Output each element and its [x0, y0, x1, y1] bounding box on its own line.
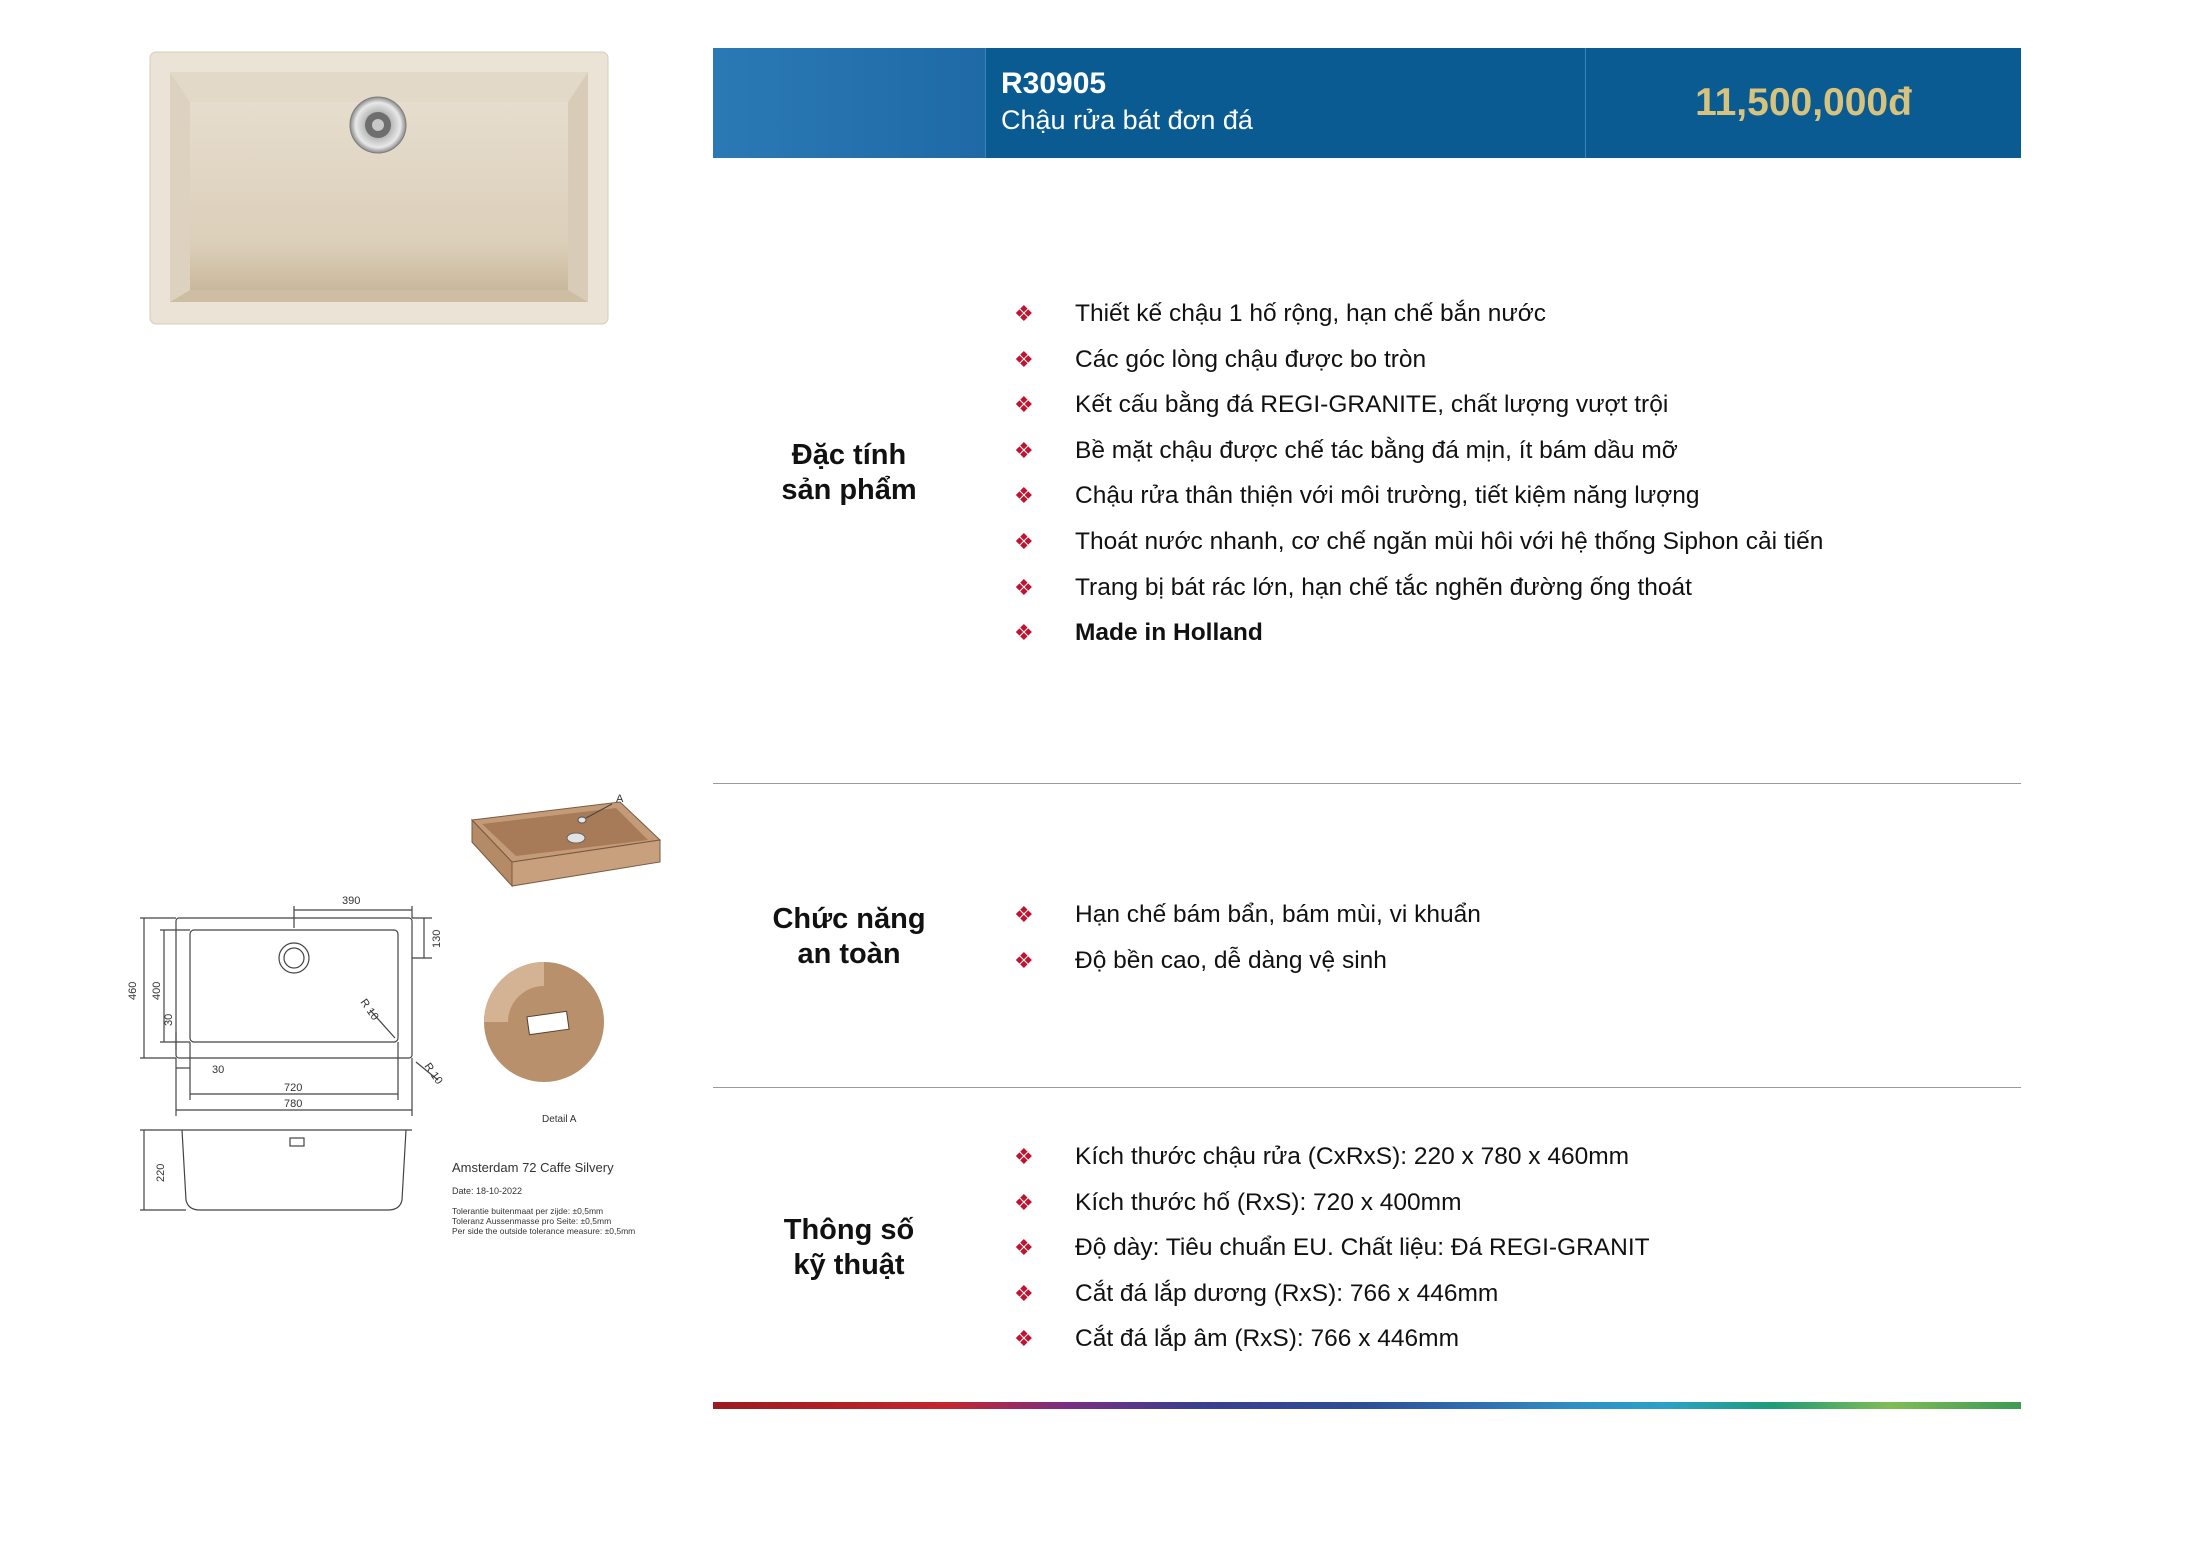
tolerance-line-3: Per side the outside tolerance measure: ±0,5mm: [452, 1226, 636, 1236]
bullet-icon: ❖: [1014, 947, 1034, 973]
list-item: ❖ Chậu rửa thân thiện với môi trường, tiết kiệm năng lượng: [1010, 473, 1823, 519]
dim-130-label: 130: [431, 929, 443, 948]
section-divider: [713, 783, 2021, 784]
bullet-icon: ❖: [1014, 902, 1034, 927]
list-item: ❖ Các góc lòng chậu được bo tròn: [1010, 337, 1823, 383]
bullet-icon: ❖: [1014, 1189, 1034, 1215]
list-item: ❖ Cắt đá lắp âm (RxS): 766 x 446mm: [1010, 1316, 1650, 1362]
detail-a-label: Detail A: [542, 1114, 577, 1125]
sink-3d-icon: [472, 802, 660, 886]
header-price-block: [1585, 48, 2021, 158]
list-item: ❖ Kết cấu bằng đá REGI-GRANITE, chất lượng vượt trội: [1010, 382, 1823, 428]
bullet-icon: ❖: [1014, 528, 1034, 554]
features-title: Đặc tính sản phẩm: [781, 439, 917, 506]
drawing-date-label: Date: 18-10-2022: [452, 1186, 523, 1196]
features-list: [1010, 291, 1823, 656]
header-accent-block: [713, 48, 985, 158]
product-photo: [148, 50, 610, 326]
list-item: ❖ Độ dày: Tiêu chuẩn EU. Chất liệu: Đá REGI-GRANIT: [1010, 1225, 1650, 1271]
model-name-label: Amsterdam 72 Caffe Silvery: [452, 1160, 614, 1175]
list-item: ❖ Thoát nước nhanh, cơ chế ngăn mùi hôi với hệ thống Siphon cải tiến: [1010, 519, 1823, 565]
bullet-icon: ❖: [1014, 392, 1034, 418]
bullet-icon: ❖: [1014, 437, 1034, 463]
dim-30-left-label: 30: [163, 1013, 175, 1026]
dim-220-label: 220: [155, 1163, 167, 1182]
section-divider: [713, 1087, 2021, 1088]
detail-a-icon: [484, 962, 604, 1082]
radius-inner-label: R 10: [357, 996, 381, 1023]
safety-title: Chức năng an toàn: [772, 903, 926, 970]
dim-460-label: 460: [127, 981, 139, 1000]
dim-30-bottom-label: 30: [212, 1064, 225, 1076]
specs-title: Thông số kỹ thuật: [783, 1214, 915, 1281]
radius-outer-label: R 10: [421, 1060, 445, 1087]
dim-720-label: 720: [284, 1082, 303, 1094]
product-price: 11,500,000đ: [1695, 81, 1912, 124]
list-item: ❖ Made in Holland: [1010, 610, 1823, 656]
list-item: ❖ Cắt đá lắp dương (RxS): 766 x 446mm: [1010, 1271, 1650, 1317]
list-item: ❖ Độ bền cao, dễ dàng vệ sinh: [1010, 938, 1481, 984]
bullet-icon: ❖: [1014, 1235, 1034, 1261]
technical-drawing: [120, 790, 700, 1270]
detail-marker-label: A: [616, 793, 624, 805]
list-item: ❖ Thiết kế chậu 1 hố rộng, hạn chế bắn nước: [1010, 291, 1823, 337]
safety-list: [1010, 892, 1481, 983]
bullet-icon: ❖: [1014, 346, 1034, 372]
dim-390-label: 390: [342, 895, 361, 907]
list-item: ❖ Kích thước chậu rửa (CxRxS): 220 x 780 x 460mm: [1010, 1134, 1650, 1180]
product-name: Chậu rửa bát đơn đá: [1001, 105, 1253, 135]
list-item: ❖ Bề mặt chậu được chế tác bằng đá mịn, ít bám dầu mỡ: [1010, 428, 1823, 474]
bullet-icon: ❖: [1014, 620, 1034, 646]
list-item: ❖ Kích thước hố (RxS): 720 x 400mm: [1010, 1180, 1650, 1226]
product-header: [713, 48, 2021, 158]
bullet-icon: ❖: [1014, 301, 1034, 326]
bullet-icon: ❖: [1014, 483, 1034, 509]
bullet-icon: ❖: [1014, 1280, 1034, 1306]
bullet-icon: ❖: [1014, 1144, 1034, 1169]
list-item: ❖ Hạn chế bám bẩn, bám mùi, vi khuẩn: [1010, 892, 1481, 938]
list-item: ❖ Trang bị bát rác lớn, hạn chế tắc nghẽn đường ống thoát: [1010, 565, 1823, 611]
dim-400-label: 400: [151, 981, 163, 1000]
specs-list: [1010, 1134, 1650, 1362]
product-code: R30905: [1001, 67, 1107, 100]
header-title-block: [985, 48, 1585, 158]
tolerance-line-2: Toleranz Aussenmasse pro Seite: ±0,5mm: [452, 1216, 612, 1226]
bullet-icon: ❖: [1014, 1326, 1034, 1352]
color-stripe: [713, 1402, 2021, 1409]
bullet-icon: ❖: [1014, 574, 1034, 600]
tolerance-line-1: Tolerantie buitenmaat per zijde: ±0,5mm: [452, 1206, 604, 1216]
dim-780-label: 780: [284, 1098, 303, 1110]
